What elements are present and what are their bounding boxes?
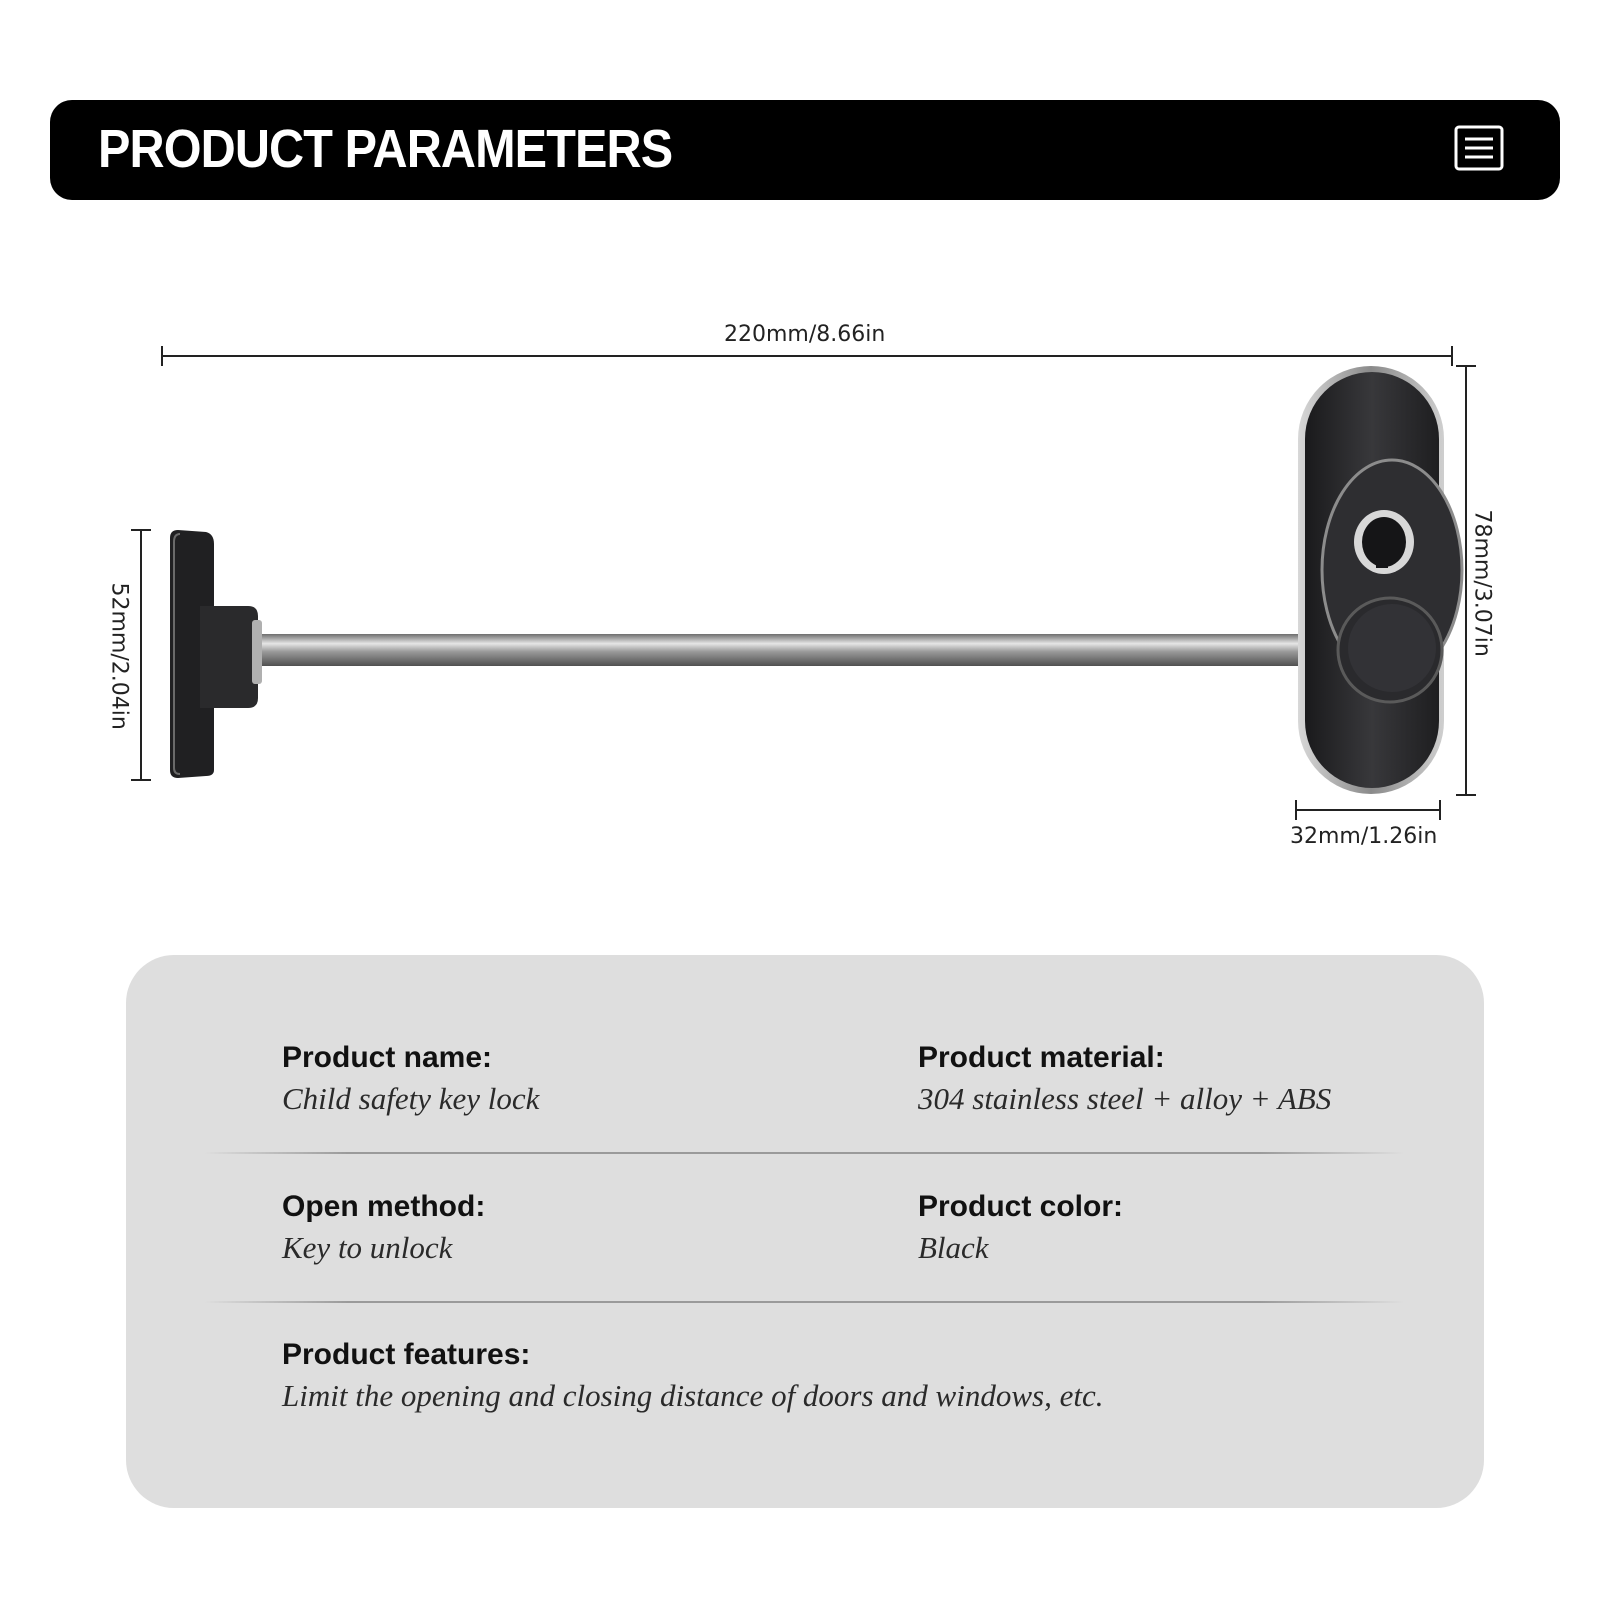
left-height-dimension-line	[131, 530, 151, 780]
product-color-label: Product color:	[918, 1190, 1124, 1223]
left-height-dimension-label: 52mm/2.04in	[106, 582, 132, 730]
product-material-value: 304 stainless steel + alloy + ABS	[918, 1081, 1332, 1116]
spec-divider	[204, 1152, 1404, 1154]
left-anchor-base	[170, 530, 262, 778]
length-dimension-label: 220mm/8.66in	[724, 322, 886, 347]
width-dimension-line	[1296, 800, 1440, 820]
page-title: PRODUCT PARAMETERS	[98, 119, 673, 179]
product-material-label: Product material:	[918, 1041, 1165, 1074]
right-lock-body	[1298, 366, 1462, 794]
product-color-value: Black	[918, 1230, 989, 1265]
specs-panel	[126, 955, 1484, 1508]
spec-divider	[204, 1301, 1404, 1303]
product-features-value: Limit the opening and closing distance of doors and windows, etc.	[282, 1378, 1104, 1413]
length-dimension-line	[162, 346, 1452, 366]
steel-cable	[250, 634, 1345, 666]
open-method-label: Open method:	[282, 1190, 486, 1223]
product-name-value: Child safety key lock	[282, 1081, 540, 1116]
width-dimension-label: 32mm/1.26in	[1290, 824, 1438, 849]
open-method-value: Key to unlock	[282, 1230, 453, 1265]
product-name-label: Product name:	[282, 1041, 493, 1074]
right-height-dimension-label: 78mm/3.07in	[1469, 509, 1495, 657]
product-features-label: Product features:	[282, 1338, 531, 1371]
